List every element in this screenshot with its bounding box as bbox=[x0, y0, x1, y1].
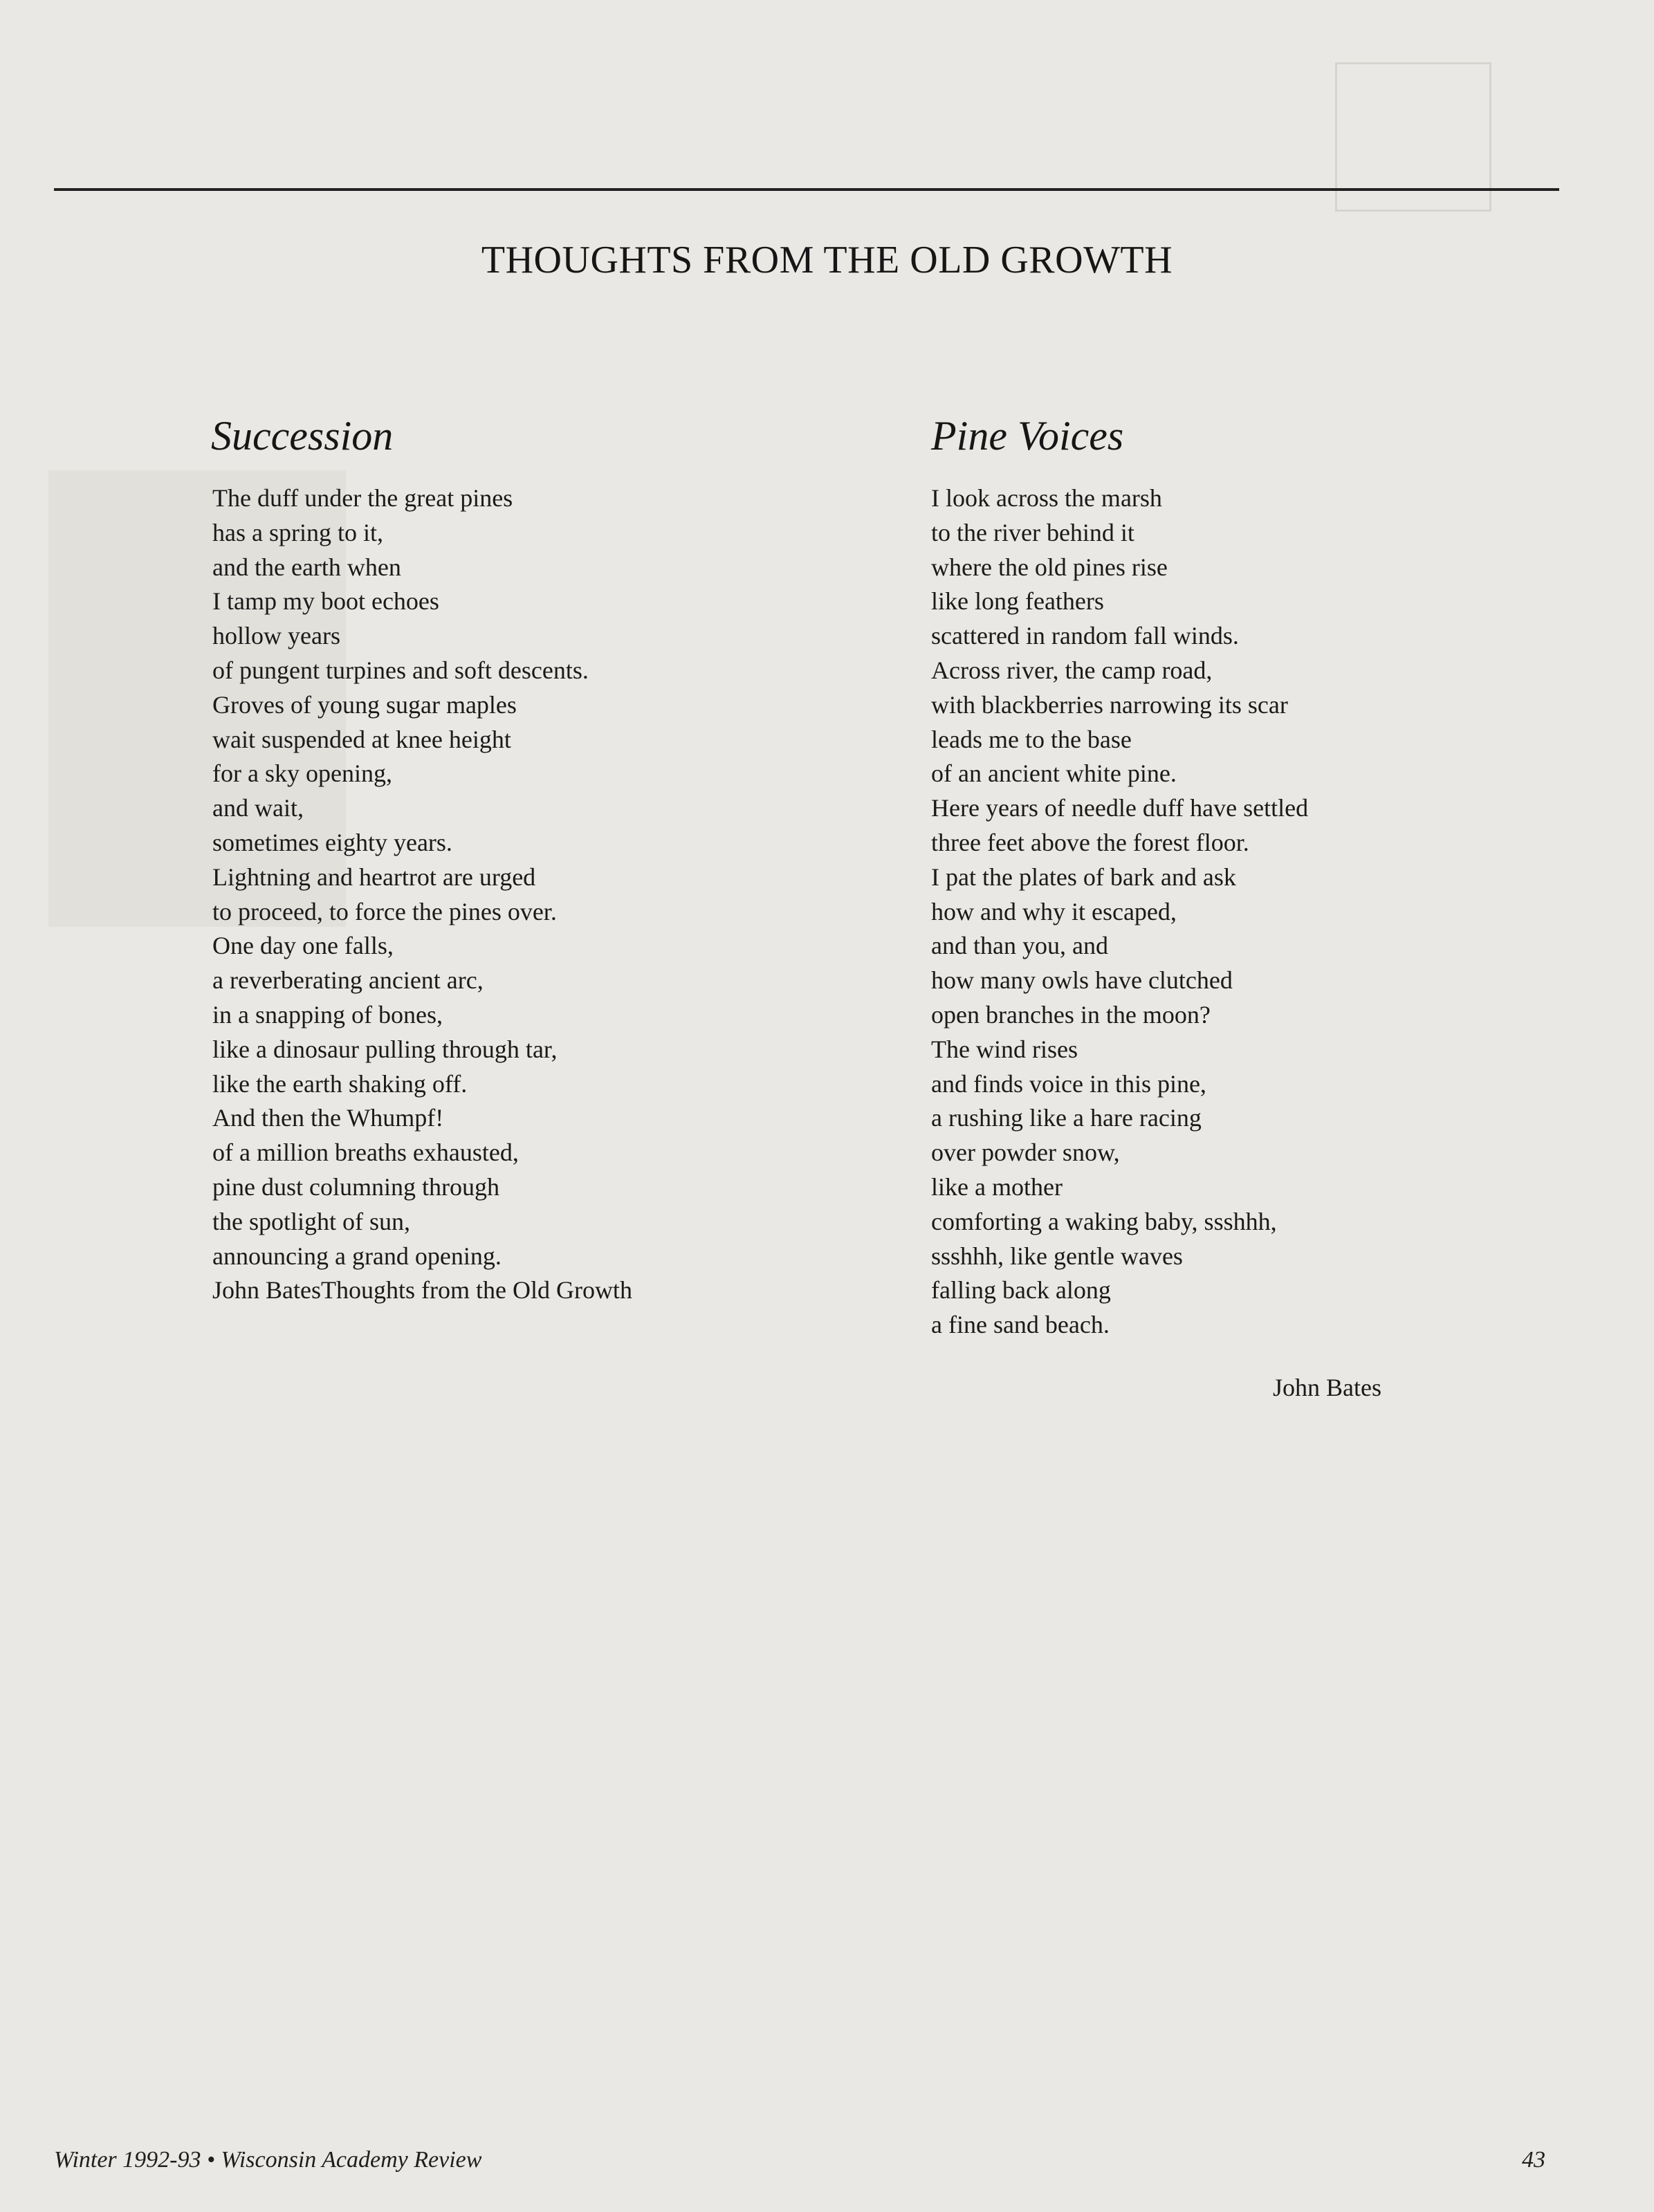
poem-line: hollow years bbox=[212, 622, 340, 650]
poem-line: three feet above the forest floor. bbox=[931, 828, 1249, 856]
footer-publication: Winter 1992-93 • Wisconsin Academy Review bbox=[54, 2147, 482, 2173]
poem-line: Lightning and heartrot are urged bbox=[212, 863, 536, 891]
page-number: 43 bbox=[1522, 2147, 1545, 2173]
poem-line: like a dinosaur pulling through tar, bbox=[212, 1035, 558, 1063]
poem-line: I look across the marsh bbox=[931, 484, 1162, 512]
poem-line: where the old pines rise bbox=[931, 553, 1168, 581]
poem-line: announcing a grand opening. bbox=[212, 1242, 502, 1270]
poem-line: The wind rises bbox=[931, 1035, 1078, 1063]
poem-line: to the river behind it bbox=[931, 518, 1134, 546]
poem-line: scattered in random fall winds. bbox=[931, 622, 1239, 650]
poem-title-pine-voices: Pine Voices bbox=[931, 413, 1124, 459]
poem-line: I tamp my boot echoes bbox=[212, 587, 439, 616]
poem-line: and than you, and bbox=[931, 932, 1108, 960]
poem-line: falling back along bbox=[931, 1276, 1111, 1305]
poem-line: John BatesThoughts from the Old Growth bbox=[212, 1276, 632, 1305]
poem-line: of a million breaths exhausted, bbox=[212, 1139, 519, 1167]
poem-line: wait suspended at knee height bbox=[212, 725, 511, 753]
poem-line: of an ancient white pine. bbox=[931, 759, 1177, 788]
poem-line: like long feathers bbox=[931, 587, 1104, 616]
poem-line: how many owls have clutched bbox=[931, 966, 1233, 995]
poem-line: and the earth when bbox=[212, 553, 401, 581]
poem-line: Across river, the camp road, bbox=[931, 656, 1213, 684]
poem-line: for a sky opening, bbox=[212, 759, 392, 788]
poem-line: in a snapping of bones, bbox=[212, 1000, 443, 1029]
poem-line: like a mother bbox=[931, 1172, 1063, 1201]
poem-line: I pat the plates of bark and ask bbox=[931, 863, 1236, 891]
poem-line: to proceed, to force the pines over. bbox=[212, 897, 557, 925]
poem-line: a rushing like a hare racing bbox=[931, 1104, 1202, 1132]
poem-line: a fine sand beach. bbox=[931, 1311, 1110, 1339]
poem-line: Here years of needle duff have settled bbox=[931, 794, 1309, 822]
poem-line: pine dust columning through bbox=[212, 1172, 499, 1201]
poem-line: like the earth shaking off. bbox=[212, 1069, 468, 1098]
author-byline: John Bates bbox=[1273, 1374, 1381, 1401]
poem-line: how and why it escaped, bbox=[931, 897, 1177, 925]
poem-line: of pungent turpines and soft descents. bbox=[212, 656, 589, 684]
poem-line: the spotlight of sun, bbox=[212, 1207, 410, 1235]
poem-line: leads me to the base bbox=[931, 725, 1132, 753]
poem-line: open branches in the moon? bbox=[931, 1000, 1211, 1029]
poem-pine-voices bbox=[931, 481, 1554, 1343]
poem-line: ssshhh, like gentle waves bbox=[931, 1242, 1183, 1270]
header-rule bbox=[54, 188, 1559, 191]
poem-line: a reverberating ancient arc, bbox=[212, 966, 484, 995]
poem-line: sometimes eighty years. bbox=[212, 828, 452, 856]
page-title: THOUGHTS FROM THE OLD GROWTH bbox=[481, 239, 1173, 282]
poem-line: over powder snow, bbox=[931, 1139, 1120, 1167]
poem-line: And then the Whumpf! bbox=[212, 1104, 444, 1132]
poem-line: The duff under the great pines bbox=[212, 484, 513, 512]
poem-line: Groves of young sugar maples bbox=[212, 690, 517, 719]
poem-line: One day one falls, bbox=[212, 932, 394, 960]
poem-line: and finds voice in this pine, bbox=[931, 1069, 1206, 1098]
poem-line: comforting a waking baby, ssshhh, bbox=[931, 1207, 1277, 1235]
poem-line: and wait, bbox=[212, 794, 304, 822]
poem-line: has a spring to it, bbox=[212, 518, 383, 546]
poem-succession bbox=[212, 481, 835, 1308]
poem-title-succession: Succession bbox=[211, 413, 394, 459]
poem-line: with blackberries narrowing its scar bbox=[931, 690, 1288, 719]
